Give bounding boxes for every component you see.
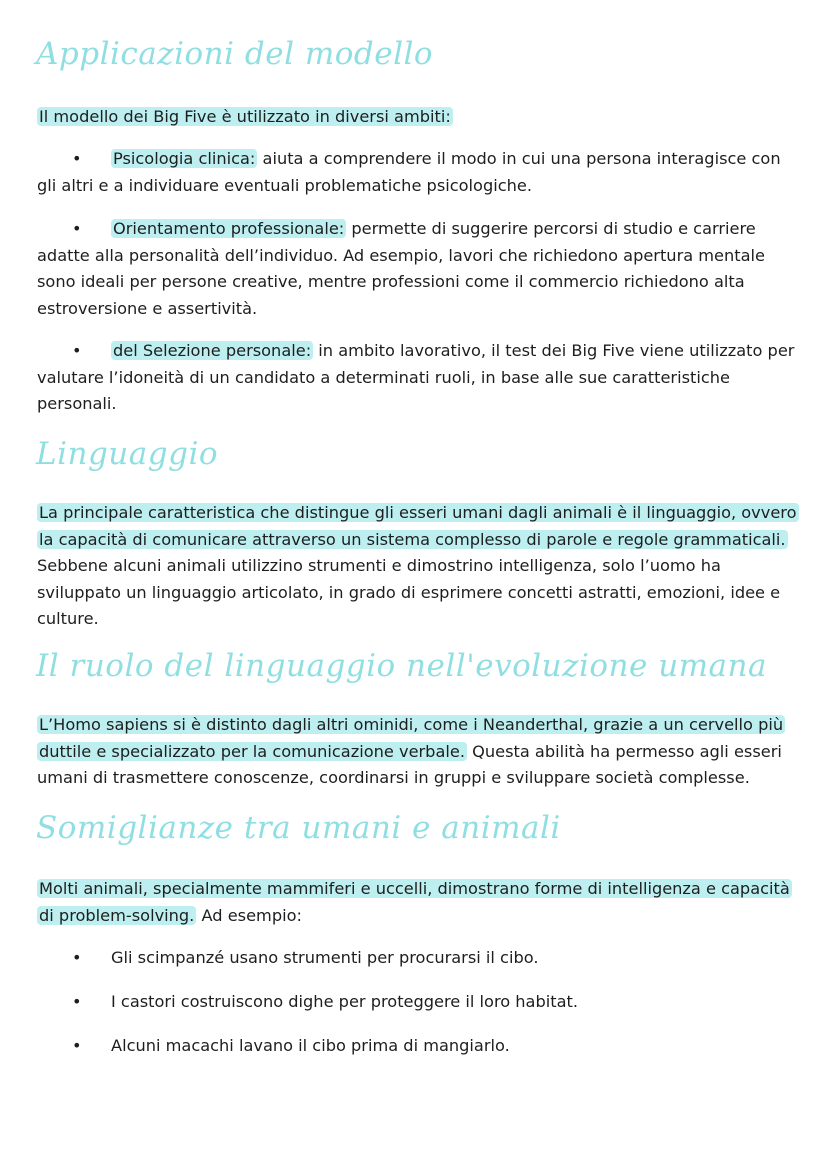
bullet-icon: • xyxy=(72,149,82,168)
bullet-icon: • xyxy=(72,992,82,1011)
highlight: Il modello dei Big Five è utilizzato in diversi ambiti: xyxy=(39,107,451,126)
list-item xyxy=(37,146,797,199)
highlight: del Selezione personale: xyxy=(113,341,312,360)
list-item xyxy=(37,216,797,322)
highlight: La principale caratteristica che distingue gli esseri umani dagli animali è il linguaggio, ovvero la capacità di comunicare attraverso un sistema complesso di parole e regole grammaticali. xyxy=(39,503,797,549)
highlight: Orientamento professionale: xyxy=(113,219,345,238)
highlight: Psicologia clinica: xyxy=(113,149,256,168)
bullet-icon: • xyxy=(72,1036,82,1055)
list-item xyxy=(37,989,797,1016)
list-item-text: Gli scimpanzé usano strumenti per procurarsi il cibo. xyxy=(111,948,539,967)
list-item-text: Alcuni macachi lavano il cibo prima di mangiarlo. xyxy=(111,1036,510,1055)
list-item-text: I castori costruiscono dighe per proteggere il loro habitat. xyxy=(111,992,579,1011)
evolution-paragraph xyxy=(37,712,797,792)
heading-evoluzione: Il ruolo del linguaggio nell'evoluzione umana xyxy=(36,648,767,684)
applications-intro xyxy=(37,104,797,131)
list-item-text: in ambito lavorativo, il test dei Big Five viene utilizzato per valutare l’idoneità di un candidato a determinati ruoli, in base alle sue caratteristiche personali. xyxy=(37,341,795,413)
bullet-icon: • xyxy=(72,341,82,360)
paragraph-text: Ad esempio: xyxy=(196,905,302,925)
paragraph-text: Questa abilità ha permesso agli esseri umani di trasmettere conoscenze, coordinarsi in gruppi e sviluppare società complesse. xyxy=(37,741,782,787)
similarities-paragraph xyxy=(37,876,797,929)
language-paragraph xyxy=(37,500,797,633)
heading-somiglianze: Somiglianze tra umani e animali xyxy=(36,810,561,846)
highlight: L’Homo sapiens si è distinto dagli altri ominidi, come i Neanderthal, grazie a un cervello più duttile e specializzato per la comunicazione verbale. xyxy=(39,715,784,761)
bullet-icon: • xyxy=(72,948,82,967)
highlight: Molti animali, specialmente mammiferi e uccelli, dimostrano forme di intelligenza e capacità di problem-solving. xyxy=(39,879,790,925)
list-item-text: aiuta a comprendere il modo in cui una persona interagisce con gli altri e a individuare eventuali problematiche psicologiche. xyxy=(37,149,781,195)
list-item-text: permette di suggerire percorsi di studio e carriere adatte alla personalità dell’individuo. Ad esempio, lavori che richiedono apertura mentale sono ideali per persone creative, mentre professioni come il commercio richiedono alta estroversione e assertività. xyxy=(37,219,765,318)
list-item xyxy=(37,1033,797,1060)
bullet-icon: • xyxy=(72,219,82,238)
paragraph-text: Sebbene alcuni animali utilizzino strumenti e dimostrino intelligenza, solo l’uomo ha sviluppato un linguaggio articolato, in grado di esprimere concetti astratti, emozioni, idee e culture. xyxy=(37,556,781,628)
list-item xyxy=(37,338,797,418)
heading-applicazioni: Applicazioni del modello xyxy=(36,36,434,72)
heading-linguaggio: Linguaggio xyxy=(36,436,219,472)
list-item xyxy=(37,945,797,972)
